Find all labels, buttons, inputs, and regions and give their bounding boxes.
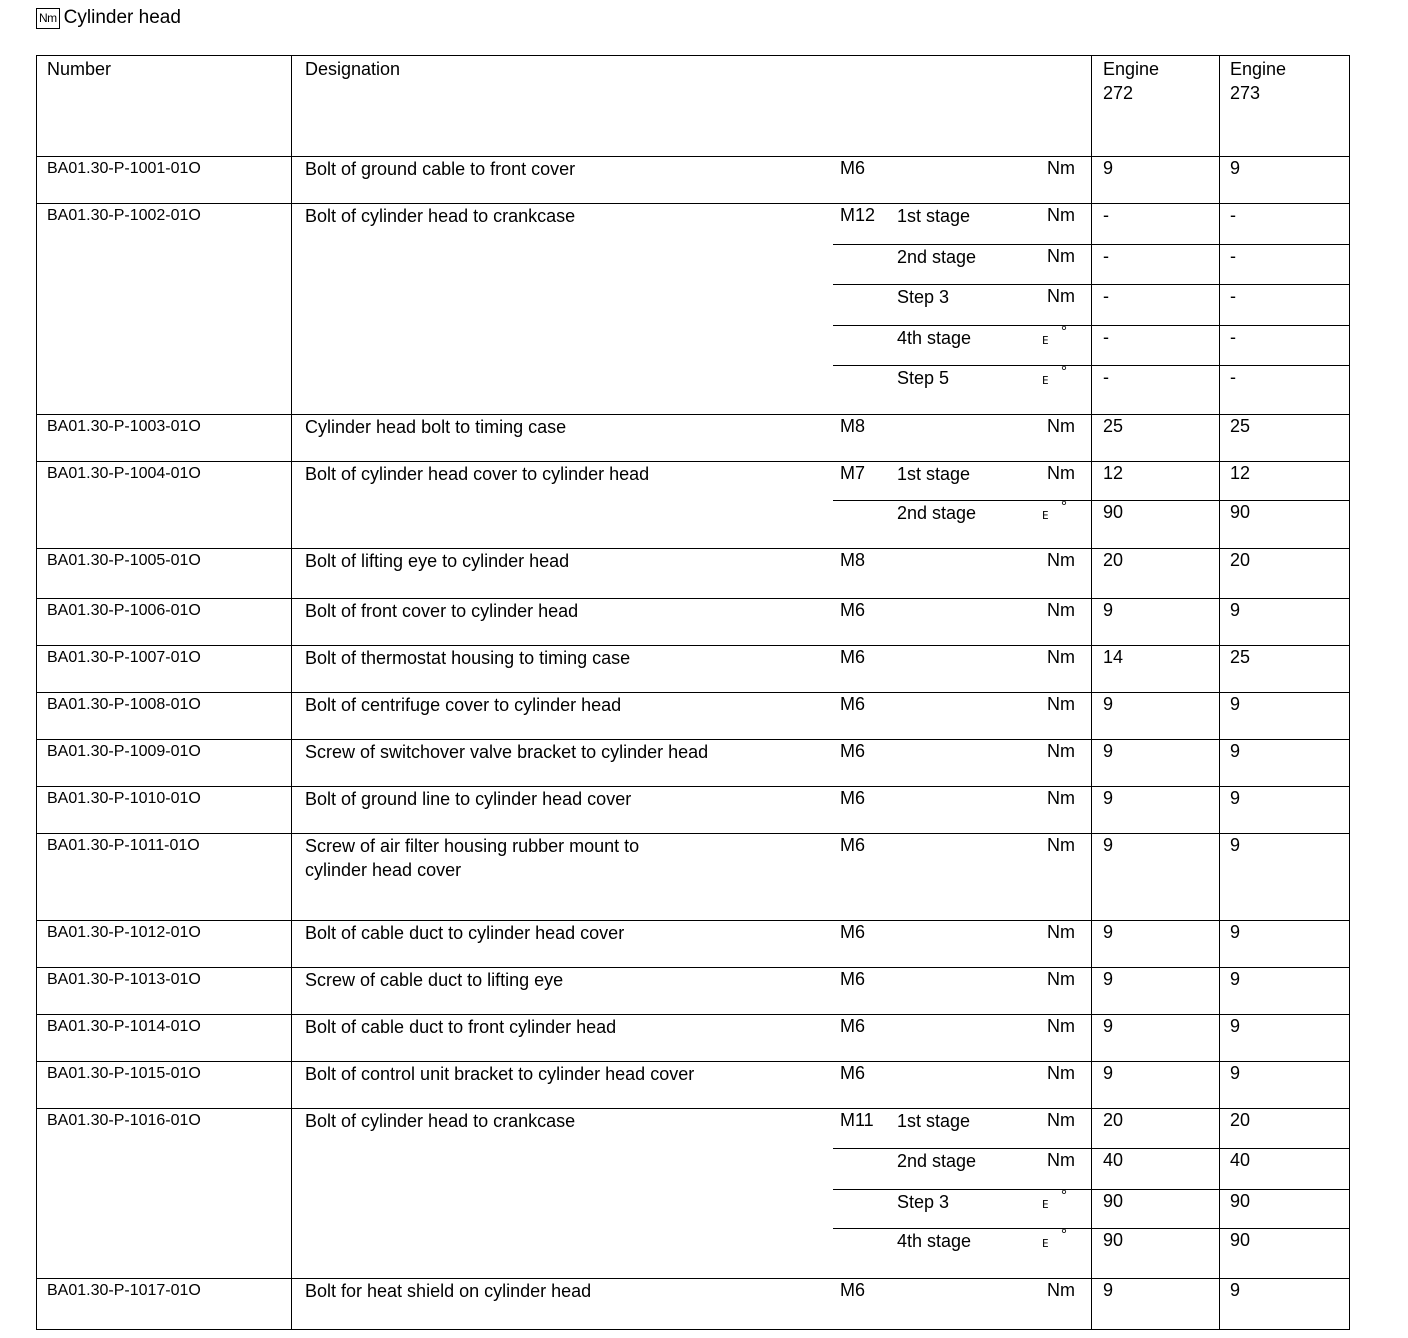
row-divider	[37, 461, 1349, 462]
row-divider	[37, 414, 1349, 415]
angle-symbol: E	[1042, 1237, 1049, 1250]
thread-size: M12	[840, 205, 876, 225]
part-number: BA01.30-P-1008-01O	[47, 696, 201, 713]
unit-nm: Nm	[1047, 205, 1075, 225]
thread-size: M6	[840, 741, 866, 761]
part-number: BA01.30-P-1001-01O	[47, 160, 201, 177]
thread-size: M6	[840, 1280, 866, 1300]
torque-table	[36, 55, 1350, 1330]
designation: Bolt of cylinder head cover to cylinder head	[305, 464, 650, 484]
tightening-stage: Step 3	[897, 1192, 950, 1212]
part-number: BA01.30-P-1011-01O	[47, 837, 200, 854]
row-divider	[37, 920, 1349, 921]
header-engine-273: Engine	[1230, 59, 1287, 79]
thread-size: M6	[840, 835, 866, 855]
header-engine-273-number: 273	[1230, 83, 1261, 103]
part-number: BA01.30-P-1014-01O	[47, 1018, 201, 1035]
tightening-stage: Step 3	[897, 287, 950, 307]
unit-nm: Nm	[1047, 835, 1075, 855]
tightening-stage: 2nd stage	[897, 247, 977, 267]
unit-nm: Nm	[1047, 788, 1075, 808]
unit-nm: Nm	[1047, 416, 1075, 436]
value-engine-273: 20	[1230, 1110, 1251, 1130]
degree-symbol: °	[1061, 498, 1067, 515]
value-engine-273: -	[1230, 367, 1236, 387]
row-divider	[37, 598, 1349, 599]
thread-size: M6	[840, 969, 866, 989]
part-number: BA01.30-P-1003-01O	[47, 418, 201, 435]
designation: Screw of air filter housing rubber mount to	[305, 836, 640, 856]
part-number: BA01.30-P-1006-01O	[47, 602, 201, 619]
header-number: Number	[47, 59, 112, 79]
row-divider	[37, 786, 1349, 787]
value-engine-272: 9	[1103, 694, 1114, 714]
value-engine-273: 9	[1230, 1280, 1241, 1300]
designation: Screw of switchover valve bracket to cylinder head	[305, 742, 709, 762]
part-number: BA01.30-P-1004-01O	[47, 465, 201, 482]
value-engine-273: 12	[1230, 463, 1251, 483]
designation: Bolt for heat shield on cylinder head	[305, 1281, 592, 1301]
value-engine-272: -	[1103, 367, 1109, 387]
thread-size: M7	[840, 463, 866, 483]
designation: Bolt of thermostat housing to timing case	[305, 648, 631, 668]
thread-size: M6	[840, 694, 866, 714]
part-number: BA01.30-P-1015-01O	[47, 1065, 201, 1082]
value-engine-272: 9	[1103, 600, 1114, 620]
row-divider	[37, 645, 1349, 646]
value-engine-273: -	[1230, 327, 1236, 347]
part-number: BA01.30-P-1010-01O	[47, 790, 201, 807]
thread-size: M8	[840, 550, 866, 570]
part-number: BA01.30-P-1012-01O	[47, 924, 201, 941]
degree-symbol: °	[1061, 1226, 1067, 1243]
value-engine-273: 9	[1230, 694, 1241, 714]
designation: Bolt of cable duct to cylinder head cover	[305, 923, 625, 943]
angle-symbol: E	[1042, 1198, 1049, 1211]
row-divider	[37, 203, 1349, 204]
value-engine-272: 9	[1103, 835, 1114, 855]
thread-size: M6	[840, 647, 866, 667]
tightening-stage: 4th stage	[897, 328, 972, 348]
thread-size: M6	[840, 158, 866, 178]
unit-nm: Nm	[1047, 647, 1075, 667]
designation: Bolt of ground cable to front cover	[305, 159, 576, 179]
designation-continued: cylinder head cover	[305, 860, 462, 880]
tightening-stage: 1st stage	[897, 206, 971, 226]
angle-symbol: E	[1042, 374, 1049, 387]
row-divider	[37, 967, 1349, 968]
unit-nm: Nm	[1047, 463, 1075, 483]
angle-symbol: E	[1042, 334, 1049, 347]
value-engine-272: 25	[1103, 416, 1124, 436]
value-engine-272: -	[1103, 327, 1109, 347]
value-engine-272: 20	[1103, 550, 1124, 570]
row-divider	[37, 692, 1349, 693]
value-engine-272: 20	[1103, 1110, 1124, 1130]
part-number: BA01.30-P-1005-01O	[47, 552, 201, 569]
unit-nm: Nm	[1047, 246, 1075, 266]
unit-nm: Nm	[1047, 1016, 1075, 1036]
value-engine-272: -	[1103, 286, 1109, 306]
designation: Bolt of centrifuge cover to cylinder head	[305, 695, 622, 715]
designation: Cylinder head bolt to timing case	[305, 417, 567, 437]
row-divider	[37, 548, 1349, 549]
value-engine-272: 9	[1103, 158, 1114, 178]
value-engine-272: -	[1103, 205, 1109, 225]
value-engine-273: 25	[1230, 416, 1251, 436]
unit-nm: Nm	[1047, 922, 1075, 942]
value-engine-273: 90	[1230, 1230, 1251, 1250]
thread-size: M6	[840, 788, 866, 808]
unit-nm: Nm	[1047, 550, 1075, 570]
value-engine-273: 25	[1230, 647, 1251, 667]
part-number: BA01.30-P-1009-01O	[47, 743, 201, 760]
value-engine-273: 40	[1230, 1150, 1251, 1170]
thread-size: M6	[840, 600, 866, 620]
value-engine-272: 9	[1103, 1280, 1114, 1300]
part-number: BA01.30-P-1017-01O	[47, 1282, 201, 1299]
designation: Bolt of cylinder head to crankcase	[305, 206, 576, 226]
thread-size: M6	[840, 1063, 866, 1083]
value-engine-273: 90	[1230, 1191, 1251, 1211]
value-engine-273: 9	[1230, 600, 1241, 620]
thread-size: M8	[840, 416, 866, 436]
row-divider	[37, 833, 1349, 834]
tightening-stage: 1st stage	[897, 1111, 971, 1131]
header-engine-272: Engine	[1103, 59, 1160, 79]
tightening-stage: 2nd stage	[897, 503, 977, 523]
value-engine-273: -	[1230, 205, 1236, 225]
value-engine-272: 14	[1103, 647, 1124, 667]
value-engine-272: 9	[1103, 922, 1114, 942]
value-engine-272: 12	[1103, 463, 1124, 483]
value-engine-273: 90	[1230, 502, 1251, 522]
unit-nm: Nm	[1047, 1063, 1075, 1083]
value-engine-273: 9	[1230, 922, 1241, 942]
tightening-stage: 2nd stage	[897, 1151, 977, 1171]
tightening-stage: 1st stage	[897, 464, 971, 484]
value-engine-273: 9	[1230, 741, 1241, 761]
value-engine-273: 9	[1230, 788, 1241, 808]
unit-nm: Nm	[1047, 969, 1075, 989]
row-divider	[37, 1014, 1349, 1015]
header-divider	[37, 156, 1349, 157]
unit-nm: Nm	[1047, 694, 1075, 714]
part-number: BA01.30-P-1013-01O	[47, 971, 201, 988]
part-number: BA01.30-P-1007-01O	[47, 649, 201, 666]
value-engine-272: 9	[1103, 969, 1114, 989]
page-title-text: Cylinder head	[63, 7, 181, 28]
value-engine-272: 90	[1103, 1191, 1124, 1211]
designation: Bolt of front cover to cylinder head	[305, 601, 579, 621]
part-number: BA01.30-P-1016-01O	[47, 1112, 201, 1129]
value-engine-272: -	[1103, 246, 1109, 266]
unit-nm: Nm	[1047, 1150, 1075, 1170]
designation: Bolt of cable duct to front cylinder head	[305, 1017, 617, 1037]
degree-symbol: °	[1061, 323, 1067, 340]
unit-nm: Nm	[1047, 1110, 1075, 1130]
value-engine-272: 9	[1103, 788, 1114, 808]
designation: Bolt of cylinder head to crankcase	[305, 1111, 576, 1131]
thread-size: M6	[840, 922, 866, 942]
value-engine-272: 90	[1103, 502, 1124, 522]
angle-symbol: E	[1042, 509, 1049, 522]
unit-nm: Nm	[1047, 158, 1075, 178]
tightening-stage: 4th stage	[897, 1231, 972, 1251]
thread-size: M6	[840, 1016, 866, 1036]
header-designation: Designation	[305, 59, 401, 79]
tightening-stage: Step 5	[897, 368, 950, 388]
designation: Bolt of control unit bracket to cylinder head cover	[305, 1064, 695, 1084]
degree-symbol: °	[1061, 363, 1067, 380]
value-engine-273: 9	[1230, 1016, 1241, 1036]
thread-size: M11	[840, 1110, 874, 1130]
header-engine-272-number: 272	[1103, 83, 1134, 103]
value-engine-272: 9	[1103, 1063, 1114, 1083]
designation: Bolt of lifting eye to cylinder head	[305, 551, 570, 571]
value-engine-273: 9	[1230, 158, 1241, 178]
row-divider	[37, 1278, 1349, 1279]
value-engine-272: 40	[1103, 1150, 1124, 1170]
value-engine-273: 9	[1230, 835, 1241, 855]
page-title	[36, 6, 181, 30]
value-engine-273: 20	[1230, 550, 1251, 570]
value-engine-273: 9	[1230, 1063, 1241, 1083]
value-engine-272: 9	[1103, 741, 1114, 761]
designation: Bolt of ground line to cylinder head cover	[305, 789, 632, 809]
degree-symbol: °	[1061, 1187, 1067, 1204]
unit-nm: Nm	[1047, 741, 1075, 761]
value-engine-273: -	[1230, 246, 1236, 266]
designation: Screw of cable duct to lifting eye	[305, 970, 564, 990]
value-engine-272: 9	[1103, 1016, 1114, 1036]
unit-nm: Nm	[1047, 600, 1075, 620]
value-engine-272: 90	[1103, 1230, 1124, 1250]
row-divider	[37, 1108, 1349, 1109]
unit-nm: Nm	[1047, 286, 1075, 306]
part-number: BA01.30-P-1002-01O	[47, 207, 201, 224]
value-engine-273: -	[1230, 286, 1236, 306]
unit-nm: Nm	[1047, 1280, 1075, 1300]
value-engine-273: 9	[1230, 969, 1241, 989]
nm-torque-icon: Nm	[36, 8, 60, 29]
